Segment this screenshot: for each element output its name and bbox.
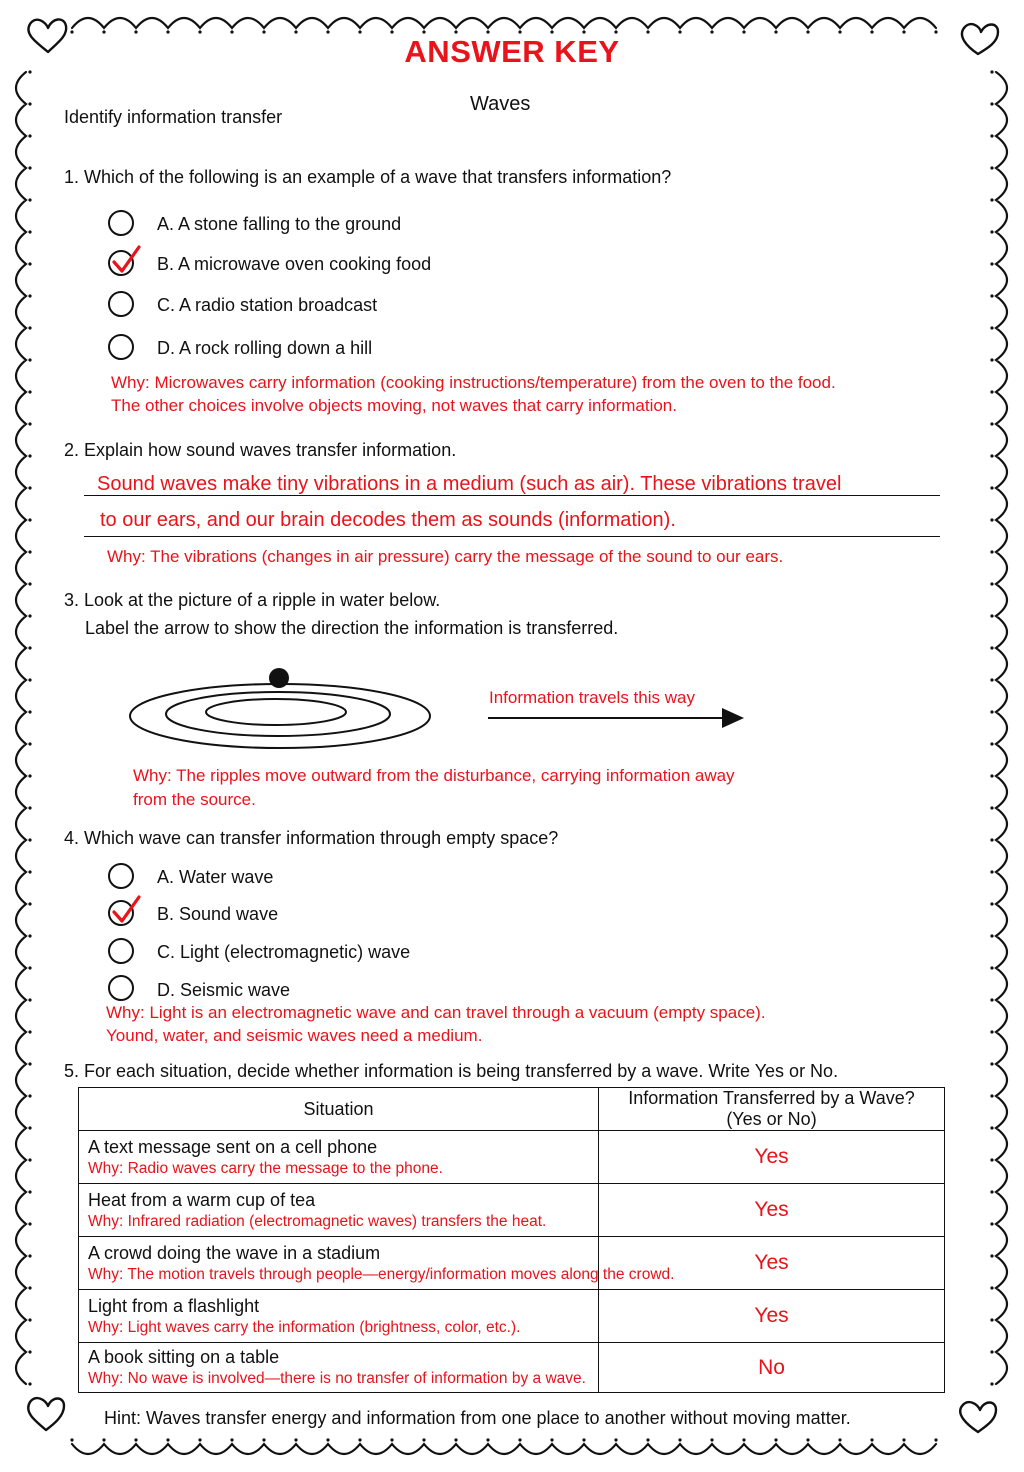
q4-why-line-2: Yound, water, and seismic waves need a medium. — [106, 1026, 483, 1045]
situation-why: Why: Infrared radiation (electromagnetic waves) transfers the heat. — [88, 1212, 547, 1230]
q2-question: 2. Explain how sound waves transfer information. — [64, 440, 457, 460]
q4-option-d-radio[interactable] — [108, 975, 134, 1001]
table-row — [79, 1290, 945, 1343]
q4-option-c-radio[interactable] — [108, 938, 134, 964]
q1-question: 1. Which of the following is an example of a wave that transfers information? — [64, 167, 672, 187]
q2-writing-line-1 — [84, 495, 940, 496]
q4-why-line-1: Why: Light is an electromagnetic wave and can travel through a vacuum (empty space). — [106, 1003, 766, 1022]
q3-why-line-2: from the source. — [133, 790, 256, 809]
q4-option-b-radio[interactable] — [108, 900, 134, 926]
water-ripple-diagram — [120, 660, 440, 750]
q1-option-c-radio[interactable] — [108, 291, 134, 317]
answer-cell[interactable]: Yes — [599, 1290, 945, 1343]
q4-option-d-label: D. Seismic wave — [157, 980, 291, 1000]
table-header-row — [79, 1088, 945, 1131]
situation-cell — [79, 1131, 599, 1184]
q5-question: 5. For each situation, decide whether information is being transferred by a wave. Write Yes or No. — [64, 1061, 839, 1081]
q3-question: 3. Look at the picture of a ripple in water below. — [64, 590, 441, 610]
situation-text: Light from a flashlight — [88, 1295, 260, 1316]
answer-cell[interactable]: Yes — [599, 1237, 945, 1290]
q4-option-c-label: C. Light (electromagnetic) wave — [157, 942, 411, 962]
heart-icon-bottom-right — [960, 1402, 996, 1432]
disturbance-dot — [269, 668, 289, 688]
q2-writing-line-2 — [84, 536, 940, 537]
q3-why-line-1: Why: The ripples move outward from the disturbance, carrying information away — [133, 766, 735, 785]
q1-option-b-label: B. A microwave oven cooking food — [157, 254, 432, 274]
situation-why: Why: Light waves carry the information (brightness, color, etc.). — [88, 1318, 521, 1336]
q4-option-a-radio[interactable] — [108, 863, 134, 889]
col-answer-header-line-1: Information Transferred by a Wave? — [628, 1088, 915, 1108]
q3-arrow-label: Information travels this way — [489, 688, 695, 707]
red-checkmark-icon — [108, 894, 142, 928]
direction-arrow-icon — [486, 706, 748, 730]
answer-cell[interactable]: No — [599, 1343, 945, 1393]
q1-why-line-2: The other choices involve objects moving, not waves that carry information. — [111, 396, 677, 415]
answer-cell[interactable]: Yes — [599, 1184, 945, 1237]
q1-option-d-radio[interactable] — [108, 334, 134, 360]
q2-answer-line-1: Sound waves make tiny vibrations in a medium (such as air). These vibrations travel — [97, 473, 842, 495]
situation-text: A book sitting on a table — [88, 1347, 280, 1367]
skill-label: Identify information transfer — [64, 107, 283, 127]
col-answer-header — [599, 1088, 945, 1131]
situation-why: Why: No wave is involved—there is no transfer of information by a wave. — [88, 1370, 586, 1387]
situation-text: A text message sent on a cell phone — [88, 1136, 378, 1157]
q3-instruction: Label the arrow to show the direction the information is transferred. — [85, 618, 619, 638]
answer-cell[interactable]: Yes — [599, 1131, 945, 1184]
situation-cell — [79, 1290, 599, 1343]
q4-option-a-label: A. Water wave — [157, 867, 274, 887]
situation-why: Why: Radio waves carry the message to the phone. — [88, 1159, 443, 1177]
q4-question: 4. Which wave can transfer information through empty space? — [64, 828, 559, 848]
situation-cell — [79, 1237, 675, 1290]
table-row — [79, 1237, 945, 1290]
q4-option-b-label: B. Sound wave — [157, 904, 279, 924]
col-answer-header-line-2: (Yes or No) — [726, 1109, 817, 1129]
situation-cell — [79, 1343, 599, 1393]
q1-why-line-1: Why: Microwaves carry information (cooking instructions/temperature) from the oven to the food. — [111, 373, 836, 392]
situation-cell — [79, 1184, 599, 1237]
q1-option-a-label: A. A stone falling to the ground — [157, 214, 402, 234]
q1-option-b-radio[interactable] — [108, 250, 134, 276]
table-row — [79, 1343, 945, 1393]
q1-option-c-label: C. A radio station broadcast — [157, 295, 378, 315]
situation-text: A crowd doing the wave in a stadium — [88, 1242, 381, 1263]
answer-key-title: ANSWER KEY — [404, 34, 620, 69]
table-row — [79, 1131, 945, 1184]
q2-why: Why: The vibrations (changes in air pressure) carry the message of the sound to our ears. — [107, 547, 784, 566]
col-situation-header: Situation — [79, 1088, 599, 1131]
q1-option-a-radio[interactable] — [108, 210, 134, 236]
situation-text: Heat from a warm cup of tea — [88, 1189, 316, 1210]
table-row — [79, 1184, 945, 1237]
q1-option-d-label: D. A rock rolling down a hill — [157, 338, 373, 358]
hint-text: Hint: Waves transfer energy and information from one place to another without moving matter. — [104, 1408, 851, 1428]
situation-why: Why: The motion travels through people—energy/information moves along the crowd. — [88, 1265, 675, 1283]
red-checkmark-icon — [108, 244, 142, 278]
heart-icon-bottom-left — [28, 1398, 64, 1430]
q2-answer-line-2: to our ears, and our brain decodes them as sounds (information). — [100, 509, 676, 531]
situation-table — [78, 1087, 945, 1393]
topic-title: Waves — [470, 93, 531, 115]
